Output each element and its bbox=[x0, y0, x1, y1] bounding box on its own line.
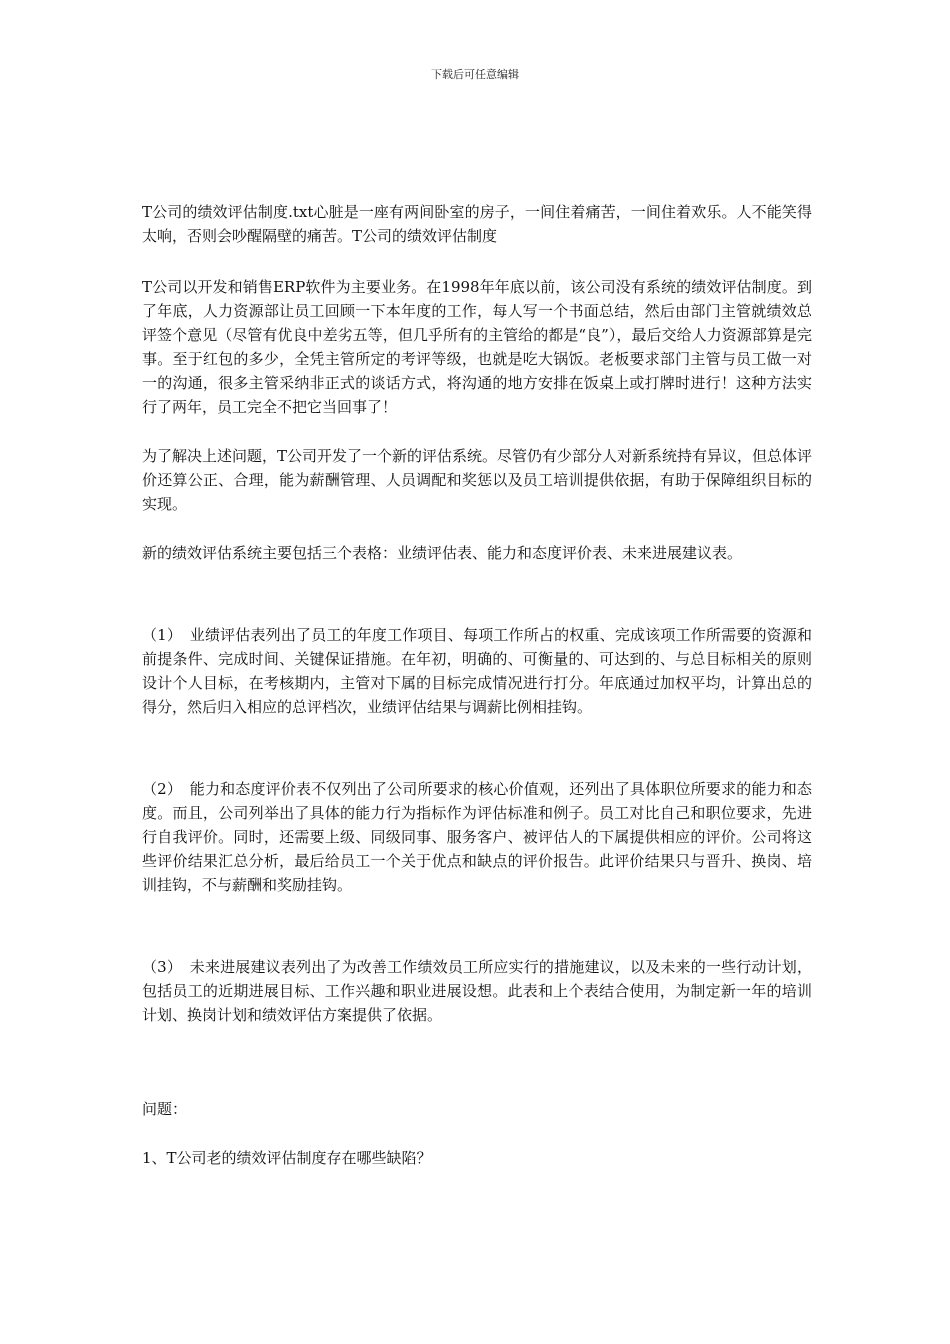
paragraph-tables: 新的绩效评估系统主要包括三个表格：业绩评估表、能力和态度评价表、未来进展建议表。 bbox=[142, 544, 743, 562]
list-item-2: （2） 能力和态度评价表不仅列出了公司所要求的核心价值观，还列出了具体职位所要求的能力和态度。而且，公司列举出了具体的能力行为指标作为评估标准和例子。员工对比自己和职位要求，先进行自我评价。同时，还需要上级、同级同事、服务客户、被评估人的下属提供相应的评价。公司将这些评价结果汇总分析，最后给员工一个关于优点和缺点的评价报告。此评价结果只与晋升、换岗、培训挂钩，不与薪酬和奖励挂钩。 bbox=[142, 780, 812, 894]
page-header: 下载后可任意编辑 bbox=[431, 68, 519, 81]
list-item-3: （3） 未来进展建议表列出了为改善工作绩效员工所应实行的措施建议，以及未来的一些行动计划，包括员工的近期进展目标、工作兴趣和职业进展设想。此表和上个表结合使用，为制定新一年的培训计划、换岗计划和绩效评估方案提供了依据。 bbox=[142, 958, 812, 1024]
list-item-1: （1） 业绩评估表列出了员工的年度工作项目、每项工作所占的权重、完成该项工作所需要的资源和前提条件、完成时间、关键保证措施。在年初，明确的、可衡量的、可达到的、与总目标相关的原则设计个人目标，在考核期内，主管对下属的目标完成情况进行打分。年底通过加权平均，计算出总的得分，然后归入相应的总评档次，业绩评估结果与调薪比例相挂钩。 bbox=[142, 626, 812, 716]
questions-label: 问题： bbox=[142, 1100, 188, 1118]
question-1: 1、T公司老的绩效评估制度存在哪些缺陷？ bbox=[142, 1149, 432, 1167]
document-body bbox=[142, 200, 812, 1170]
document-title: T公司的绩效评估制度.txt心脏是一座有两间卧室的房子，一间住着痛苦，一间住着欢乐。人不能笑得太响，否则会吵醒隔壁的痛苦。T公司的绩效评估制度 bbox=[142, 203, 812, 245]
paragraph-intro: T公司以开发和销售ERP软件为主要业务。在1998年年底以前，该公司没有系统的绩效评估制度。到了年底，人力资源部让员工回顾一下本年度的工作，每人写一个书面总结，然后由部门主管就绩效总评签个意见（尽管有优良中差劣五等，但几乎所有的主管给的都是“良”），最后交给人力资源部算是完事。至于红包的多少，全凭主管所定的考评等级，也就是吃大锅饭。老板要求部门主管与员工做一对一的沟通，很多主管采纳非正式的谈话方式，将沟通的地方安排在饭桌上或打牌时进行！这种方法实行了两年，员工完全不把它当回事了！ bbox=[142, 278, 812, 416]
paragraph-solution: 为了解决上述问题，T公司开发了一个新的评估系统。尽管仍有少部分人对新系统持有异议，但总体评价还算公正、合理，能为薪酬管理、人员调配和奖惩以及员工培训提供依据，有助于保障组织目标的实现。 bbox=[142, 447, 813, 513]
